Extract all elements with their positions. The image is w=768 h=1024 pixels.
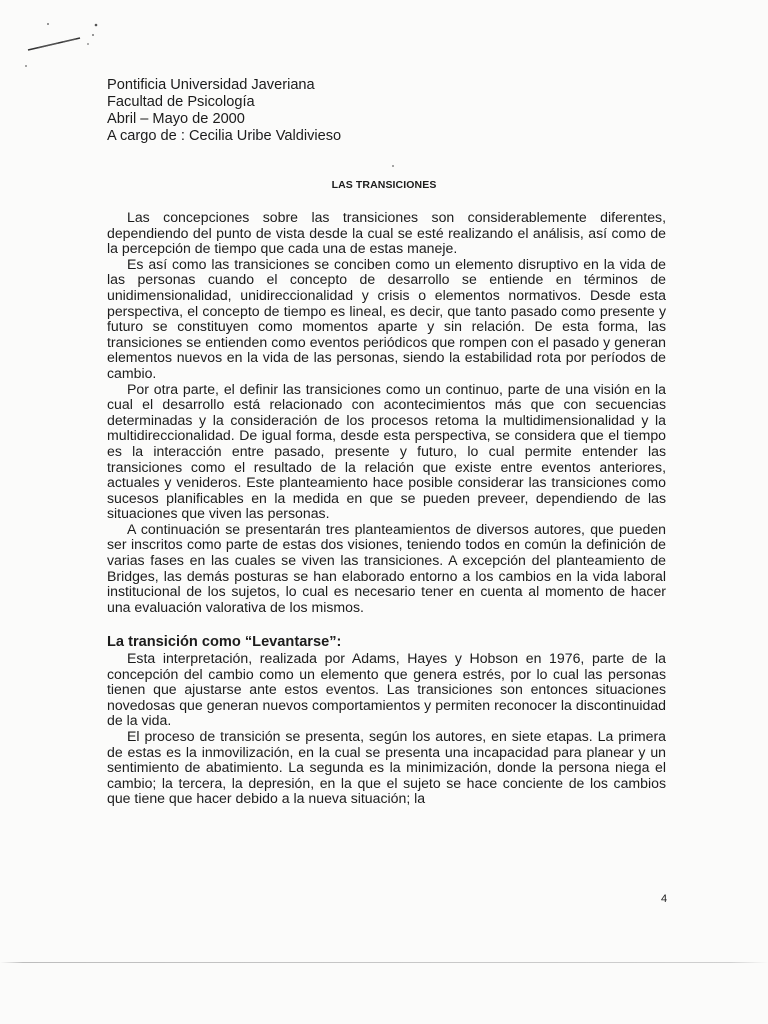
- handwritten-mark: [18, 18, 108, 78]
- scan-speck: [392, 165, 394, 167]
- header-faculty: Facultad de Psicología: [107, 94, 255, 110]
- document-header: [107, 77, 341, 145]
- document-body: [107, 210, 666, 807]
- paragraph: Por otra parte, el definir las transiciones como un continuo, parte de una visión en la cual el desarrollo está relacionado con acontecimientos más que con secuencias determinadas y la consideración de los procesos retoma la multidimensionalidad y la multidireccionalidad. De igual forma, desde esta perspectiva, se considera que el tiempo es la interacción entre pasado, presente y futuro, lo cual permite entender las transiciones como el resultado de la relación que existe entre eventos anteriores, actuales y venideros. Este planteamiento hace posible considerar las transiciones como sucesos planificables en la medida en que se pueden preveer, dependiendo de las situaciones que viven las personas.: [107, 380, 666, 522]
- section-heading: La transición como “Levantarse”:: [107, 634, 342, 651]
- scan-edge-line: [0, 962, 768, 963]
- header-institution: Pontificia Universidad Javeriana: [107, 77, 315, 93]
- document-title: LAS TRANSICIONES: [331, 179, 437, 191]
- header-date: Abril – Mayo de 2000: [107, 111, 245, 127]
- paragraph: A continuación se presentarán tres planteamientos de diversos autores, que pueden ser inscritos como parte de estas dos visiones, teniendo todos en común la definición de varias fases en las cuales se viven las transiciones. A excepción del planteamiento de Bridges, las demás posturas se han elaborado entorno a los cambios en la vida laboral institucional de los sujetos, lo cual es necesario tener en cuenta al momento de hacer una evaluación valorativa de los mismos.: [107, 520, 666, 615]
- paragraph: Esta interpretación, realizada por Adams, Hayes y Hobson en 1976, parte de la concepción del cambio como un elemento que genera estrés, por lo cual las personas tienen que ajustarse ante estos eventos. Las transiciones son entonces situaciones novedosas que generan nuevos comportamientos y permiten reconocer la discontinuidad de la vida.: [107, 650, 666, 729]
- page-number: 4: [661, 893, 668, 905]
- paragraph: Las concepciones sobre las transiciones son considerablemente diferentes, dependiendo del punto de vista desde la cual se esté realizando el análisis, así como de la percepción de tiempo que cada una de estas maneje.: [107, 209, 666, 257]
- paragraph: El proceso de transición se presenta, según los autores, en siete etapas. La primera de estas es la inmovilización, en la cual se presenta una incapacidad para planear y un sentimiento de abatimiento. La segunda es la minimización, donde la persona niega el cambio; la tercera, la depresión, en la que el sujeto se hace conciente de los cambios que tiene que hacer debido a la nueva situación; la: [107, 728, 666, 807]
- header-author: A cargo de : Cecilia Uribe Valdivieso: [107, 128, 342, 144]
- paragraph: Es así como las transiciones se conciben como un elemento disruptivo en la vida de las personas cuando el concepto de desarrollo se entiende en términos de unidimensionalidad, unidireccionalidad y crisis o elementos normativos. Desde esta perspectiva, el concepto de tiempo es lineal, es decir, que tanto pasado como presente y futuro se constituyen como momentos aparte y sin relación. De esta forma, las transiciones se entienden como eventos periódicos que rompen con el pasado y generan elementos nuevos en la vida de las personas, siendo la estabilidad rota por períodos de cambio.: [107, 255, 666, 381]
